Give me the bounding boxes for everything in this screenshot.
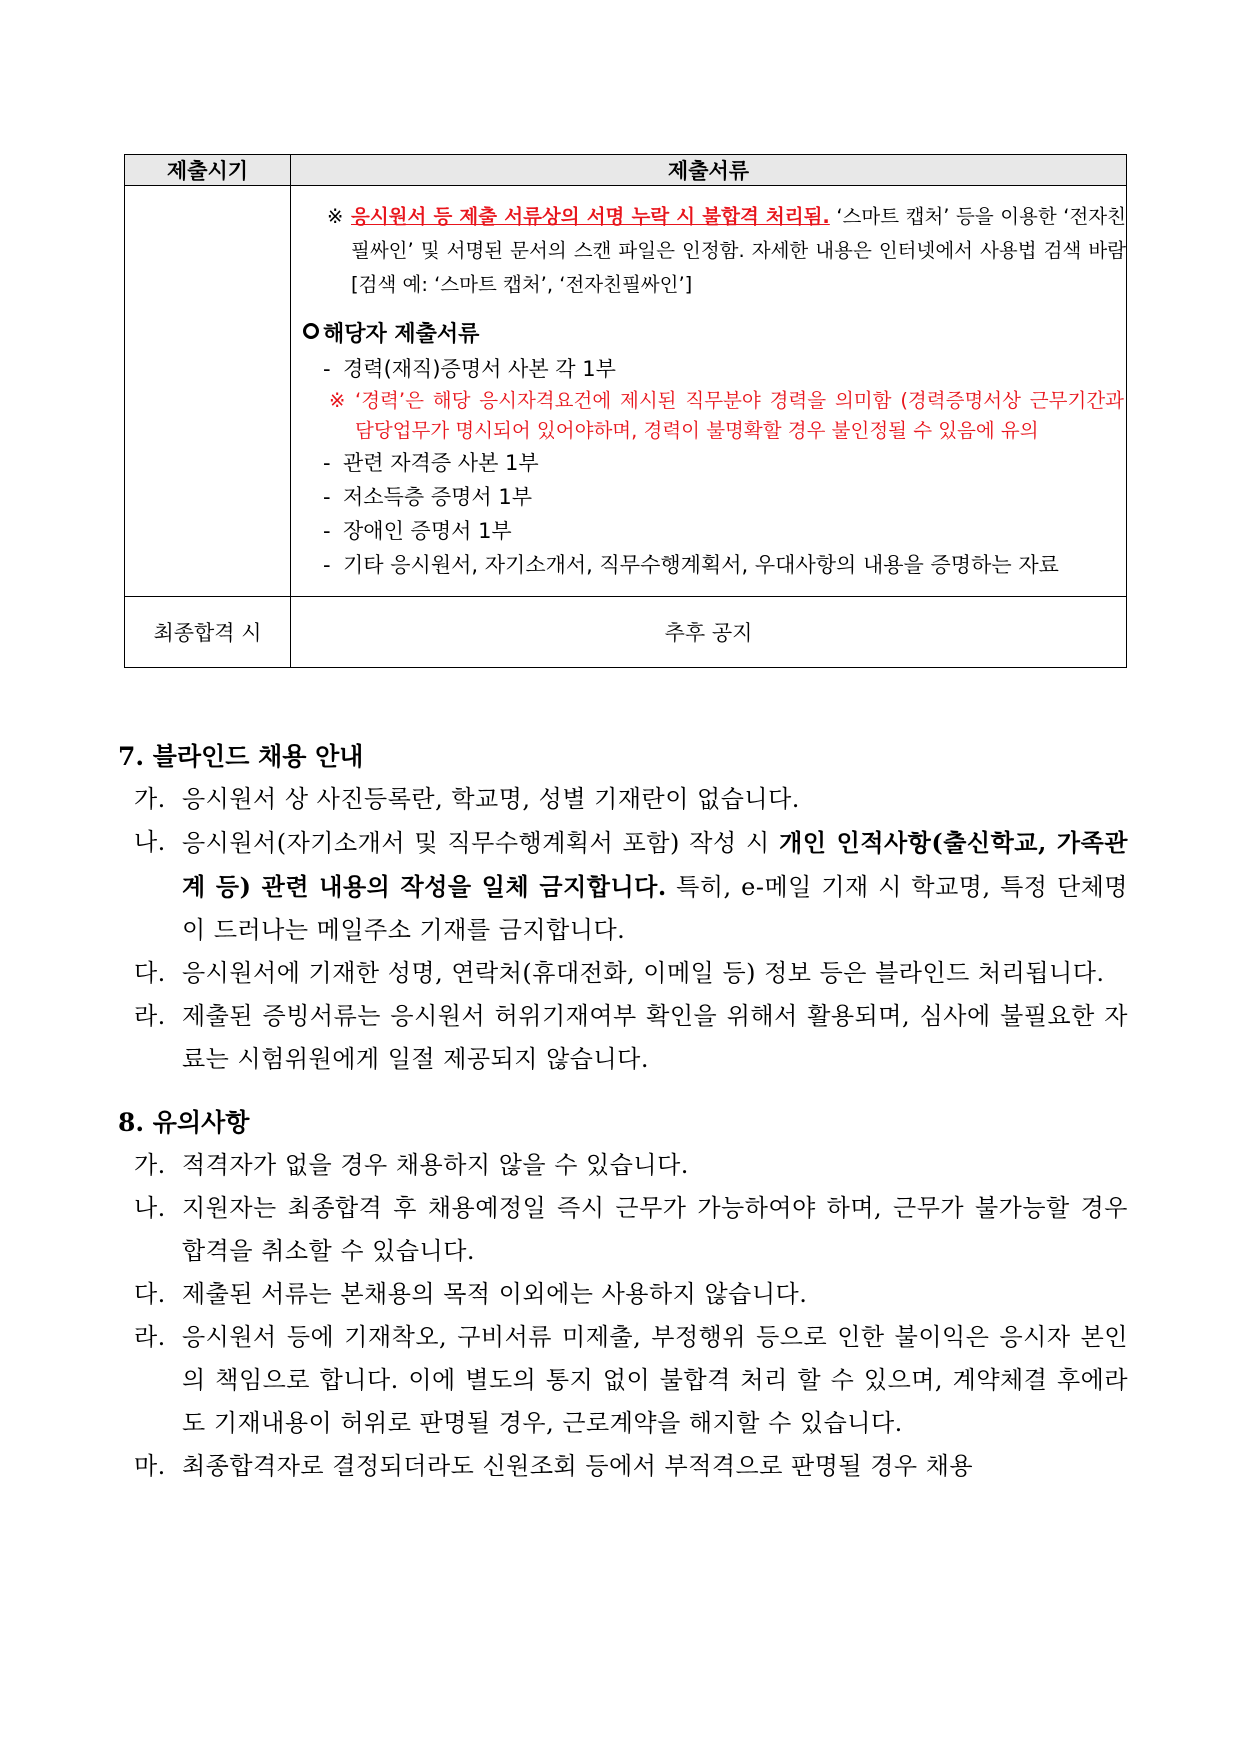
list-item <box>118 1445 1128 1488</box>
list-item <box>118 821 1128 952</box>
dash-bullet: - <box>323 553 331 577</box>
hollow-circle-icon <box>303 323 319 339</box>
section-title-blind-hiring: 7. 블라인드 채용 안내 <box>118 742 364 771</box>
item-text: 제출된 증빙서류는 응시원서 허위기재여부 확인을 위해서 활용되며, 심사에 불필요한 자료는 시험위원에게 일절 제공되지 않습니다. <box>182 1002 1128 1073</box>
signature-note <box>291 200 1126 302</box>
career-note <box>291 386 1126 446</box>
item-text: 응시원서(자기소개서 및 직무수행계획서 포함) 작성 시 <box>182 829 780 857</box>
item-label: 다. <box>134 1280 166 1308</box>
list-item <box>291 446 1126 480</box>
career-note-text: ‘경력’은 해당 응시자격요건에 제시된 직무분야 경력을 의미함 (경력증명서상 근무기간과 담당업무가 명시되어 있어야하며, 경력이 불명확할 경우 불인정될 수 있음에 유의 <box>355 389 1124 442</box>
signature-note-text: ‘스마트 캡처’ 등을 이용한 ‘전자친필싸인’ 및 서명된 문서의 스캔 파일은 인정함. 자세한 내용은 인터넷에서 사용법 검색 바람 [검색 예: ‘스마트 캡처’, ‘전자친필싸인’] <box>351 205 1126 296</box>
item-text: 특히, e-메일 기재 시 학교명, 특정 단체명이 드러나는 메일주소 기재를 금지합니다. <box>182 873 1128 944</box>
reference-mark: ※ <box>329 389 346 412</box>
dash-bullet: - <box>323 357 331 381</box>
item-text: 기타 응시원서, 자기소개서, 직무수행계획서, 우대사항의 내용을 증명하는 자료 <box>343 553 1059 577</box>
table-row <box>125 186 1127 597</box>
table-row <box>125 597 1127 668</box>
notice-sections <box>118 735 1128 1488</box>
item-label: 마. <box>134 1452 166 1480</box>
item-text: 응시원서 상 사진등록란, 학교명, 성별 기재란이 없습니다. <box>182 785 800 813</box>
item-text: 최종합격자로 결정되더라도 신원조회 등에서 부적격으로 판명될 경우 채용 <box>182 1452 974 1480</box>
list-item <box>118 1144 1128 1187</box>
item-label: 가. <box>134 785 166 813</box>
item-label: 라. <box>134 1323 166 1351</box>
list-item <box>118 1316 1128 1445</box>
timing-cell-empty <box>125 186 291 597</box>
item-text: 적격자가 없을 경우 채용하지 않을 수 있습니다. <box>182 1151 689 1179</box>
item-text: 저소득층 증명서 1부 <box>343 485 532 509</box>
dash-bullet: - <box>323 485 331 509</box>
header-documents: 제출서류 <box>291 155 1127 186</box>
list-item <box>291 548 1126 582</box>
table-header-row <box>125 155 1127 186</box>
list-item <box>118 1273 1128 1316</box>
item-text: 관련 자격증 사본 1부 <box>343 451 539 475</box>
item-text-bold: 개인 인적사항(출신학교, 가족관계 등) 관련 내용의 작성을 일체 금지합니다. <box>182 828 1128 901</box>
list-item <box>291 480 1126 514</box>
dash-bullet: - <box>323 451 331 475</box>
heading-text: 해당자 제출서류 <box>323 322 480 347</box>
list-item <box>118 995 1128 1081</box>
list-item <box>291 352 1126 386</box>
reference-mark: ※ <box>327 205 344 228</box>
item-text: 장애인 증명서 1부 <box>343 519 512 543</box>
dash-bullet: - <box>323 519 331 543</box>
documents-cell: 추후 공지 <box>291 597 1127 668</box>
signature-warning: 응시원서 등 제출 서류상의 서명 누락 시 불합격 처리됨. <box>351 205 830 228</box>
item-label: 라. <box>134 1002 166 1030</box>
item-text: 응시원서 등에 기재착오, 구비서류 미제출, 부정행위 등으로 인한 불이익은 응시자 본인의 책임으로 합니다. 이에 별도의 통지 없이 불합격 처리 할 수 있으며, 계약체결 후에라도 기재내용이 허위로 판명될 경우, 근로계약을 해지할 수 있습니다. <box>182 1323 1128 1437</box>
submission-documents-table <box>124 154 1127 668</box>
item-text: 응시원서에 기재한 성명, 연락처(휴대전화, 이메일 등) 정보 등은 블라인드 처리됩니다. <box>182 959 1105 987</box>
item-text: 지원자는 최종합격 후 채용예정일 즉시 근무가 가능하여야 하며, 근무가 불가능할 경우 합격을 취소할 수 있습니다. <box>182 1194 1128 1265</box>
item-text: 제출된 서류는 본채용의 목적 이외에는 사용하지 않습니다. <box>182 1280 808 1308</box>
documents-cell <box>291 186 1127 597</box>
header-timing: 제출시기 <box>125 155 291 186</box>
item-text: 경력(재직)증명서 사본 각 1부 <box>343 357 616 381</box>
list-item <box>291 514 1126 548</box>
timing-cell: 최종합격 시 <box>125 597 291 668</box>
list-item <box>118 1187 1128 1273</box>
item-label: 나. <box>134 1194 166 1222</box>
item-label: 나. <box>134 828 166 856</box>
applicable-documents-heading <box>291 318 1126 352</box>
section-title-precautions: 8. 유의사항 <box>118 1108 250 1137</box>
item-label: 다. <box>134 959 166 987</box>
list-item <box>118 952 1128 995</box>
item-label: 가. <box>134 1151 166 1179</box>
list-item <box>118 778 1128 821</box>
